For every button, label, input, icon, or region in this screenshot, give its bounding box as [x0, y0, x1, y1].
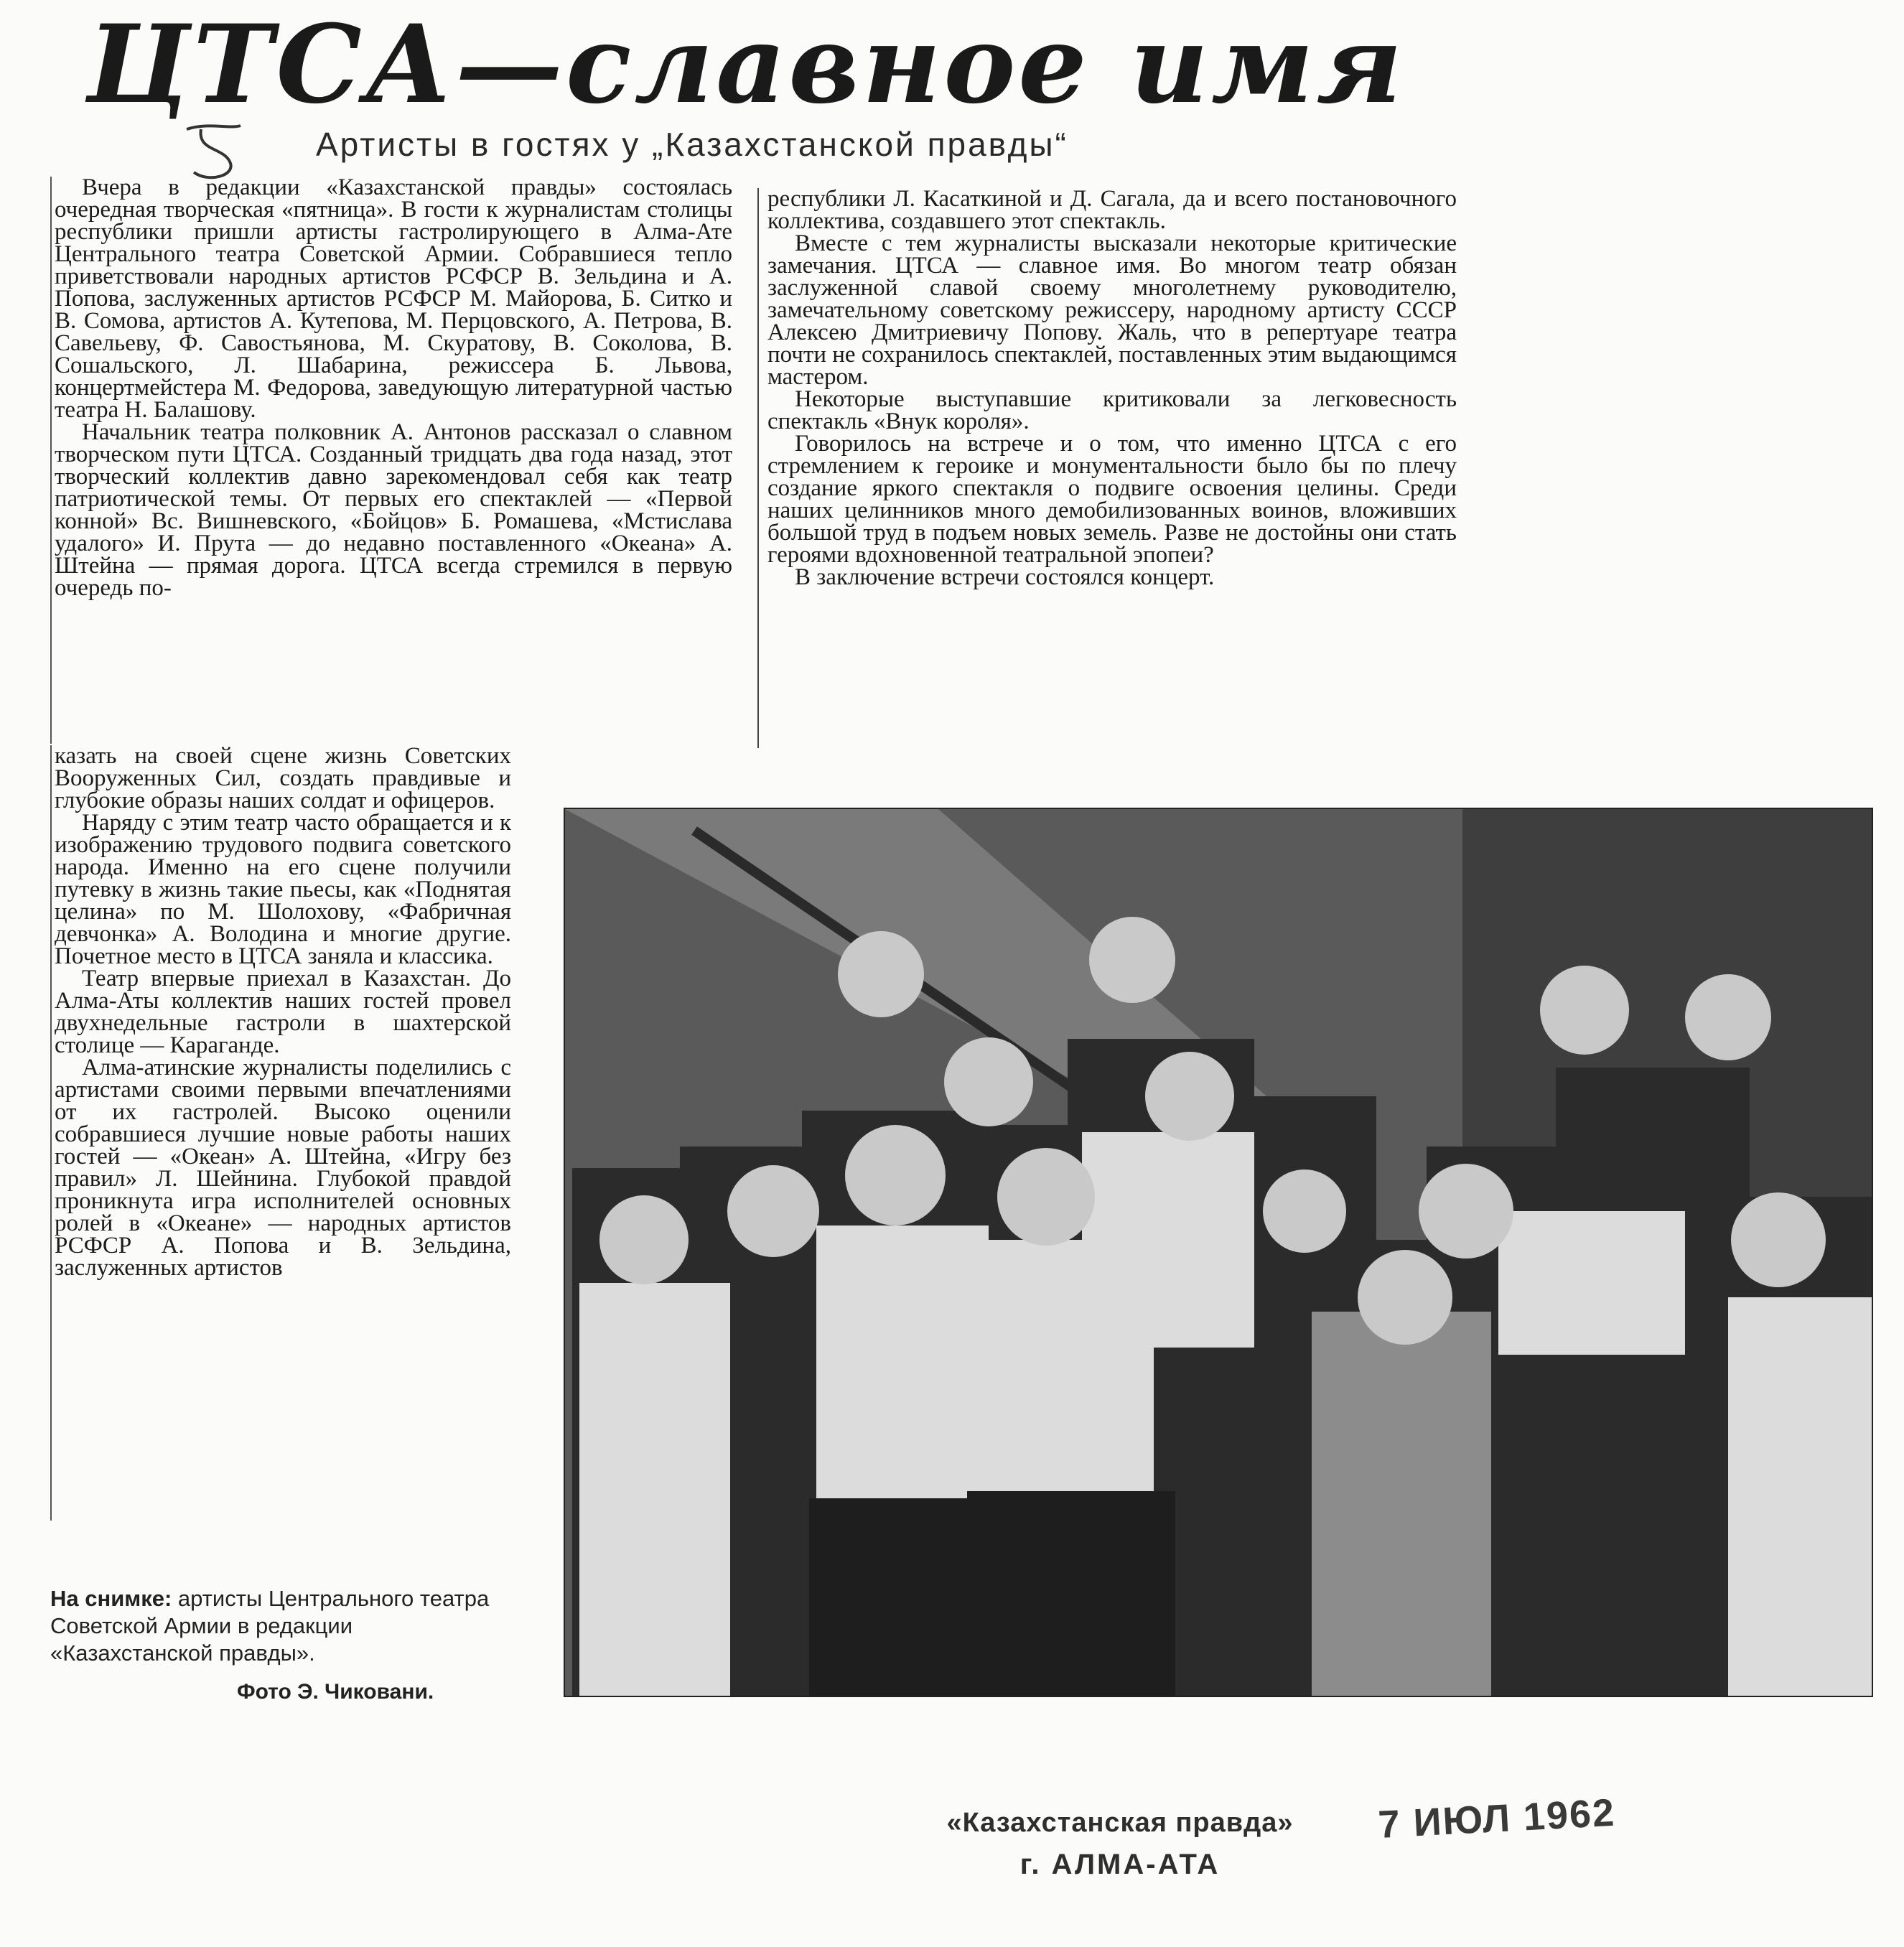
paragraph: Вместе с тем журналисты высказали некоторые критические замечания. ЦТСА — славное имя. Во многом театр обязан заслуженной славой своему многолетнему руководителю, замечательному советскому режиссеру, народному артисту СССР Алексею Дмитриевичу Попову. Жаль, что в репертуаре театра почти не сохранилось спектаклей, поставленных этим выдающимся мастером.: [767, 230, 1457, 390]
paragraph: республики Л. Касаткиной и Д. Сагала, да и всего постановочного коллектива, создавшего этот спектакль.: [767, 188, 1457, 234]
article-column-left-top: [50, 177, 732, 744]
paragraph: Начальник театра полковник А. Антонов рассказал о славном творческом пути ЦТСА. Созданный тридцать два года назад, этот творческий коллектив давно зарекомендовал себя как театр патриотической темы. От первых его спектаклей — «Первой конной» Вс. Вишневского, «Бойцов» Б. Ромашева, «Мстислава удалого» И. Прута — до недавно поставленного «Океана» А. Штейна — прямая дорога. ЦТСА всегда стремился в первую очередь по-: [55, 419, 732, 601]
photo-caption: [50, 1585, 510, 1678]
paragraph: В заключение встречи состоялся концерт.: [795, 564, 1215, 590]
paragraph: Алма-атинские журналисты поделились с артистами своими первыми впечатлениями от их гастролей. Высоко оценили собравшиеся лучшие новые работы наших гостей — «Океан» А. Штейна, «Игру без правил» Л. Шейнина. Глубокой правдой проникнута игра исполнителей основных ролей в «Океане» — народных артистов РСФСР А. Попова и В. Зельдина, заслуженных артистов: [55, 1055, 511, 1281]
paragraph: Вчера в редакции «Казахстанской правды» состоялась очередная творческая «пятница». В гости к журналистам столицы республики пришли артисты гастролирующего в Алма-Ате Центрального театра Советской Армии. Собравшиеся тепло приветствовали народных артистов РСФСР В. Зельдина и А. Попова, заслуженных артистов РСФСР М. Майорова, Б. Ситко и В. Сомова, артистов А. Кутепова, М. Перцовского, А. Петрова, В. Савельеву, Ф. Савостьянова, М. Скуратову, В. Соколова, В. Сошальского, Л. Шабарина, режиссера Б. Львова, концертмейстера М. Федорова, заведующую литературной частью театра Н. Балашову.: [55, 177, 732, 423]
paragraph: казать на своей сцене жизнь Советских Вооруженных Сил, создать правдивые и глубокие образы наших солдат и офицеров.: [55, 745, 511, 813]
group-photo: [564, 808, 1873, 1697]
stamp-city: г. АЛМА-АТА: [1019, 1849, 1221, 1880]
paragraph: Говорилось на встрече и о том, что именно ЦТСА с его стремлением к героике и монументальности было бы по плечу создание яркого спектакля о подвиге освоения целины. Среди наших целинников много демобилизованных воинов, вложивших большой труд в подъем новых земель. Разве не достойны они стать героями вдохновенной театральной эпопеи?: [767, 431, 1457, 568]
newspaper-stamp: [933, 1802, 1307, 1895]
photo-credit: Фото Э. Чиковани.: [237, 1680, 434, 1704]
article-column-right: [757, 188, 1457, 748]
caption-lead: На снимке:: [50, 1586, 172, 1611]
paragraph: Наряду с этим театр часто обращается и к изображению трудового подвига советского народа. Именно на его сцене получили путевку в жизнь такие пьесы, как «Поднятая целина» по М. Шолохову, «Фабричная девчонка» А. Володина и многие другие. Почетное место в ЦТСА заняла и классика.: [55, 810, 511, 969]
stamp-newspaper-name: «Казахстанская правда»: [946, 1808, 1294, 1838]
group-photo-illustration: [565, 809, 1872, 1696]
article-column-left-narrow: [50, 745, 511, 1521]
caption-text: артисты Центрального театра Советской Армии в редакции «Казахстанской правды».: [50, 1586, 490, 1666]
paragraph: Некоторые выступавшие критиковали за легковесность спектакль «Внук короля».: [767, 386, 1457, 434]
subtitle: Артисты в гостях у „Казахстанской правды“: [316, 126, 1068, 163]
date-stamp: 7 ИЮЛ 1962: [1377, 1790, 1617, 1846]
headline: ЦТСА—славное имя: [86, 1, 1406, 128]
paragraph: Театр впервые приехал в Казахстан. До Алма-Аты коллектив наших гостей провел двухнедельные гастроли в шахтерской столице — Караганде.: [55, 966, 511, 1058]
